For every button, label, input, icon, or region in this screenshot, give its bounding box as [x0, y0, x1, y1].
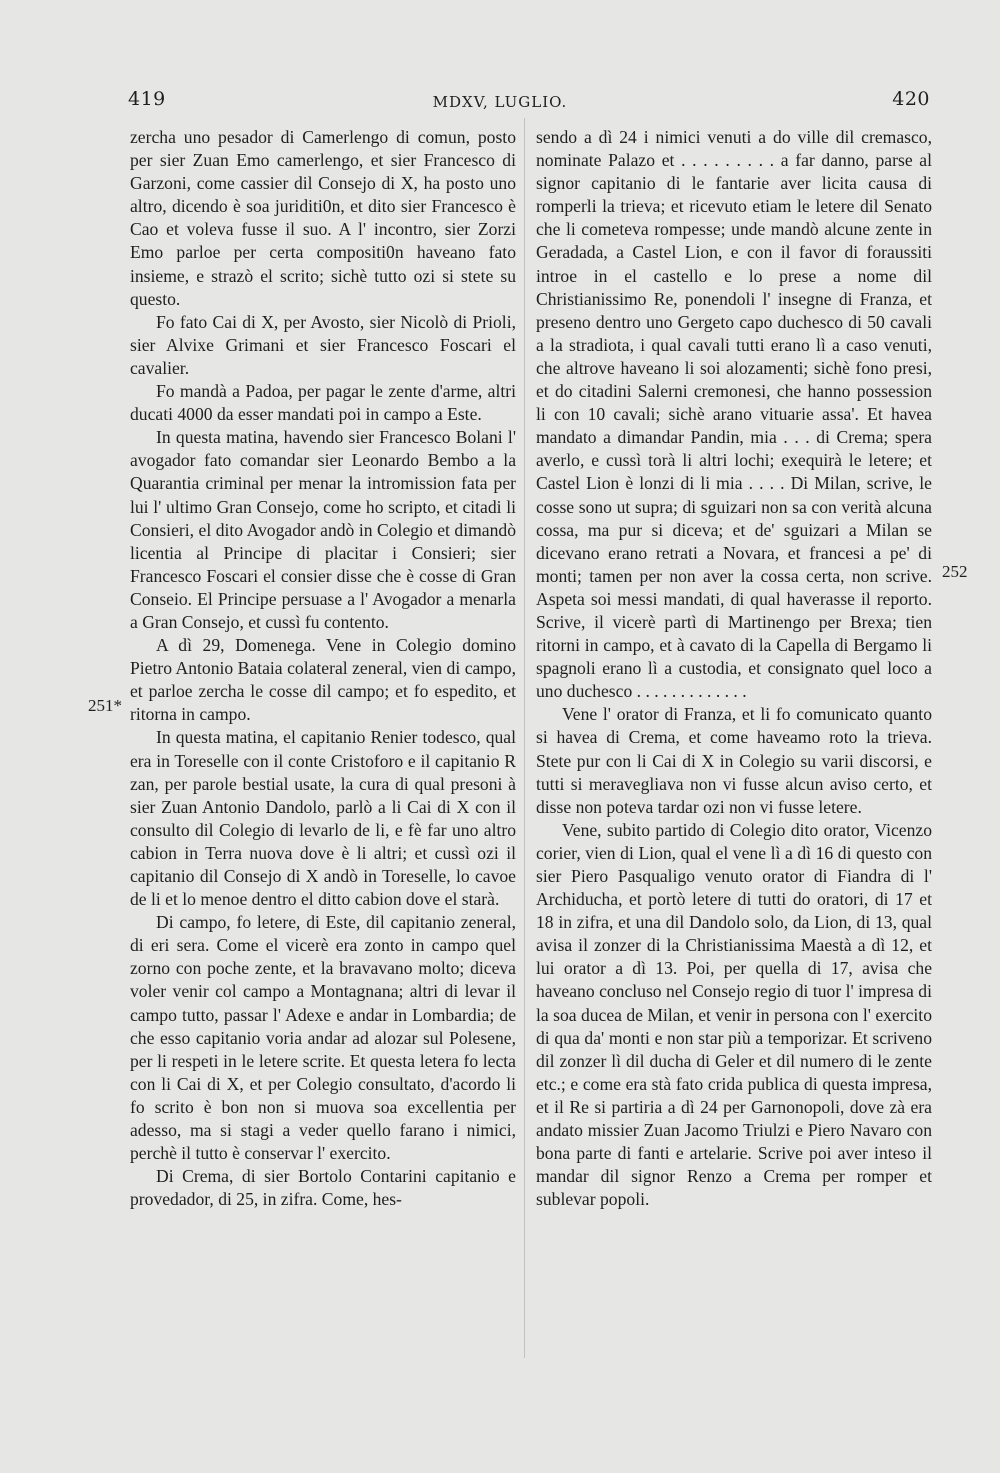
paragraph: Fo fato Cai di X, per Avosto, sier Nicolò di Prioli, sier Alvixe Grimani et sier Francesco Foscari el cavalier. — [130, 311, 516, 378]
paragraph: Vene, subito partido di Colegio dito orator, Vicenzo corier, vien di Lion, qual el vene lì a dì 16 di questo con sier Piero Pasqualigo venuto orator di Fiandra di l' Archiducha, et portò letere di tutti do oratori, di 17 et 18 in zifra, et una dil Dandolo solo, da Lion, di 13, qual avisa il zonzer di la Christianissima Maestà a dì 12, et lui orator a dì 13. Poi, per quella di 17, avisa che haveano concluso nel Consejo regio di tuor l' impresa di la soa ducea de Milan, et venir in persona con l' exercito di qua da' monti e non star più a temporizar. Et scriveno dil zonzer lì dil ducha di Geler et dil numero di le zente etc.; e come era stà fato crida publica di questa impresa, et il Re si partiria a dì 24 per Garnonopoli, dove zà era andato missier Zuan Jacomo Triulzi e Piero Navaro con bona parte di fanti e artelarie. Scrive poi aver inteso il mandar dil signor Renzo a Crema per romper et sublevar popoli. — [536, 819, 932, 1210]
paragraph: Di Crema, di sier Bortolo Contarini capitanio e provedador, di 25, in zifra. Come, hes- — [130, 1166, 516, 1210]
left-column — [130, 126, 516, 1211]
paragraph: In questa matina, havendo sier Francesco Bolani l' avogador fato comandar sier Leonardo Bembo a la Quarantia criminal per menar la intromission fata per lui l' ultimo Gran Consejo, come ho scripto, et citadi li Consieri, el dito Avogador andò in Colegio et dimandò licentia al Principe di placitar i Consieri; sier Francesco Foscari el consier disse che è cosse di Gran Conseio. El Principe persuase a l' Avogador a menarla a Gran Consejo, et cussì fu contento. — [130, 427, 516, 632]
paragraph: Di campo, fo letere, di Este, dil capitanio zeneral, di eri sera. Come el vicerè era zonto in campo quel zorno con poche zente, et la bravavano molto; diceva voler venir col campo a Montagnana; altri di levar il campo tutto, passar l' Adexe e andar in Lombardia; de che esso capitanio voria andar ad alozar sul Polesene, per li respeti in le letere scrite. Et questa letera fo lecta con li Cai di X, et per Colegio consultato, d'acordo li fo scrito è bon non si muova soa excellentia per adesso, ma si stagi a veder quello farano i nimici, perchè il tutto è conservar l' exercito. — [130, 912, 516, 1164]
paragraph: Fo mandà a Padoa, per pagar le zente d'arme, altri ducati 4000 da esser mandati poi in campo a Este. — [130, 381, 516, 425]
right-column — [536, 126, 932, 1211]
column-divider — [524, 118, 525, 1358]
paragraph: In questa matina, el capitanio Renier todesco, qual era in Toreselle con il conte Cristoforo e il capitanio R zan, per parole bestial usate, la cura di qual presoni à sier Zuan Antonio Dandolo, parlò a li Cai di X con il consulto dil Colegio di levarlo de li, e fè far uno altro cabion in Terra nuova dove è li altri; et cussì ozi il capitanio dil Consejo di X andò in Toreselle, lo cavoe de li et lo menoe dentro el ditto cabion dove el starà. — [130, 727, 516, 910]
paragraph: zercha uno pesador di Camerlengo di comun, posto per sier Zuan Emo camerlengo, et sier Francesco di Garzoni, come cassier dil Consejo di X, ha posto uno altro, dicendo è soa juriditi0n, et dito sier Francesco è Cao et voleva fusse il suo. A l' incontro, sier Zorzi Emo parloe per certa compositi0n haveano fato insieme, e strazò el scrito; sichè tutto ozi si stete su questo. — [130, 127, 516, 309]
right-page-number: 420 — [892, 88, 930, 110]
paragraph: sendo a dì 24 i nimici venuti a do ville dil cremasco, nominate Palazo et . . . . . . . . . a far danno, parse al signor capitanio di le fantarie aver licita causa di romperli la trieva; et ricevuto etiam le letere dil Senato che li cometeva rompesse; unde mandò alcune zente in Geradada, a Castel Lion, e con il favor di foraussiti introe in el castello e lo prese a nome dil Christianissimo Re, ponendoli l' insegne di Franza, et preseno dentro uno Gergeto capo duchesco di 50 cavali a la stradiota, i qual cavali tutti erano lì a caso venuti, che altrove haveano li soi alozamenti; sichè fono presi, et do citadini Salerni cremonesi, che hanno possession li con 10 cavali; sichè arano vituarie assa'. Et havea mandato a dimandar Pandin, mia . . . di Crema; spera averlo, e cussì torà li altri lochi; exequirà le letere; et Castel Lion è lonzi di li mia . . . . Di Milan, scrive, le cosse sono ut supra; di sguizari non sa con verità alcuna cossa, ma pur si diceva; et de' sguizari a Milan se dicevano erano retrati a Novara, et francesi a pe' di monti; tamen per non aver la cossa certa, non scrive. Aspeta soi messi mandati, di qual haverasse il reporto. Scrive, il vicerè partì di Martinengo per Brexa; tien ritorni in campo, et à cavato di la Capella di Bergamo li spagnoli erano lì a custodia, et consignato quel loco a uno duchesco . . . . . . . . . . . . . — [536, 127, 932, 702]
margin-note-right: 252 — [942, 562, 968, 581]
running-title: MDXV, LUGLIO. — [432, 93, 568, 111]
left-page-number: 419 — [128, 88, 166, 110]
margin-note-left: 251* — [88, 696, 122, 715]
paragraph: Vene l' orator di Franza, et li fo comunicato quanto si havea di Crema, et come haveamo roto la trieva. Stete pur con li Cai di X in Colegio su varii discorsi, e tutti si meravegliava non vi fusse alcun aviso certo, et disse non poteva tardar ozi non vi fusse letere. — [536, 704, 932, 817]
paragraph: A dì 29, Domenega. Vene in Colegio domino Pietro Antonio Bataia colateral zeneral, vien di campo, et parloe zercha le cosse dil campo; et fo espedito, et ritorna in campo. — [130, 635, 516, 725]
